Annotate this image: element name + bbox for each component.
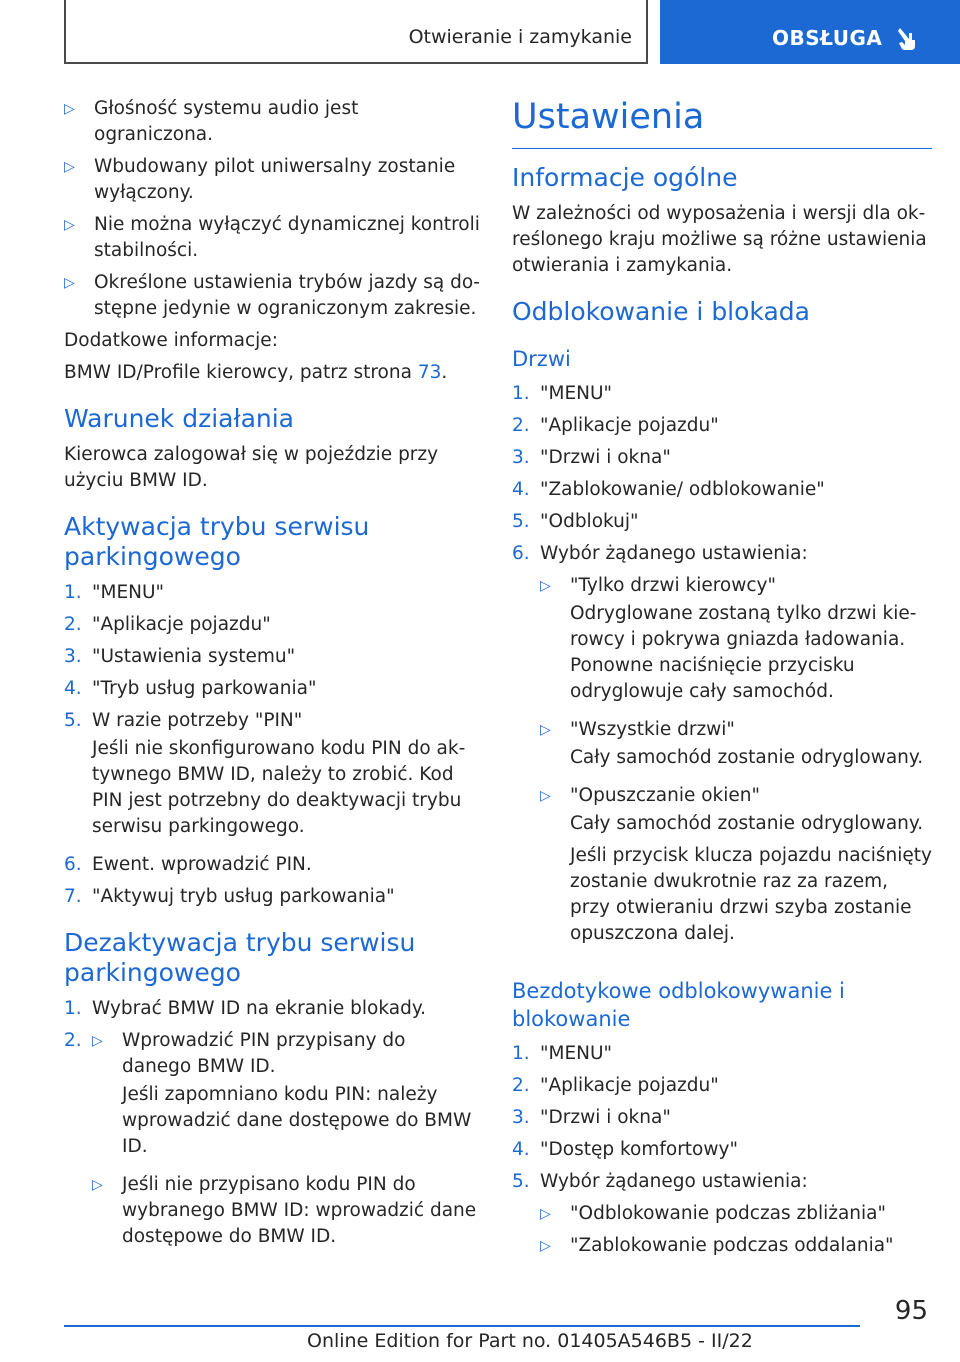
step-item: 7. "Aktywuj tryb usług parkowania" xyxy=(64,886,395,907)
step-item: 3. "Drzwi i okna" xyxy=(512,1107,671,1128)
triangle-bullet-icon: ▷ xyxy=(92,1033,103,1049)
triangle-bullet-icon: ▷ xyxy=(64,159,75,175)
step-item: 6. Wybór żądanego ustawienia: ▷ "Tylko drzwi kierowcy" Odryglowane zostaną tylko drzwi kierowcy i pokrywa gniazda ładowania. Ponowne naciśnięcie przycisku odryglowuje cały samochód. ▷ "Wszystkie drzwi" Cały samochód zostanie odryglowany. ▷ "Opuszczanie okien" Cały samochód zostanie odryglowany. Jeśli przycisk klucza pojazdu naciśnięty zostanie dwukrotnie raz za razem, przy otwieraniu drzwi szyba zostanie opuszczona dalej. xyxy=(512,541,932,959)
triangle-bullet-icon: ▷ xyxy=(64,101,75,117)
heading-dezaktywacja: Dezaktywacja trybu serwisu parkingowego xyxy=(64,928,416,987)
footer-edition: Online Edition for Part no. 01405A546B5 - II/22 xyxy=(307,1330,753,1352)
dezaktywacja-steps xyxy=(64,996,480,1256)
list-item: ▷ Wbudowany pilot uniwersalny zostanie wyłączony. xyxy=(64,154,480,206)
list-item: ▷ "Tylko drzwi kierowcy" Odryglowane zostaną tylko drzwi kierowcy i pokrywa gniazda ładowania. Ponowne naciśnięcie przycisku odryglowuje cały samochód. xyxy=(540,573,932,711)
triangle-bullet-icon: ▷ xyxy=(540,578,551,594)
step-item: 3. "Ustawienia systemu" xyxy=(64,646,296,667)
heading-odblokowanie: Odblokowanie i blokada xyxy=(512,297,810,326)
extra-info-text: BMW ID/Profile kierowcy, patrz strona 73. xyxy=(64,362,448,383)
triangle-bullet-icon: ▷ xyxy=(540,1206,551,1222)
header-chapter-tab xyxy=(660,0,960,64)
informacje-text: W zależności od wyposażenia i wersji dla określonego kraju możliwe są różne ustawienia otwierania i zamykania. xyxy=(512,203,927,276)
option-note: Cały samochód zostanie odryglowany. xyxy=(570,813,924,834)
step-item: 5. W razie potrzeby "PIN" Jeśli nie skonfigurowano kodu PIN do aktywnego BMW ID, należy to zrobić. Kod PIN jest potrzebny do deaktywacji trybu serwisu parkingowego. xyxy=(64,708,480,846)
heading-aktywacja: Aktywacja trybu serwisu parkingowego xyxy=(64,512,370,571)
heading-ustawienia: Ustawienia xyxy=(512,96,932,149)
right-column xyxy=(512,96,932,1271)
step-item: 5. "Odblokuj" xyxy=(512,511,639,532)
header-section-title: Otwieranie i zamykanie xyxy=(408,26,632,48)
step-item: 4. "Tryb usług parkowania" xyxy=(64,678,317,699)
option-note: Jeśli przycisk klucza pojazdu naciśnięty zostanie dwukrotnie raz za razem, przy otwieraniu drzwi szyba zostanie opuszczona dalej. xyxy=(570,845,932,944)
triangle-bullet-icon: ▷ xyxy=(64,275,75,291)
step-item: 2. "Aplikacje pojazdu" xyxy=(512,1075,719,1096)
heading-bezdotykowe: Bezdotykowe odblokowywanie i blokowanie xyxy=(512,979,845,1031)
extra-info-label: Dodatkowe informacje: xyxy=(64,330,278,351)
step-item: 2. "Aplikacje pojazdu" xyxy=(64,614,271,635)
list-item: ▷ "Wszystkie drzwi" Cały samochód zostanie odryglowany. xyxy=(540,717,932,777)
step-item: 1. "MENU" xyxy=(64,582,165,603)
step-note: Jeśli nie skonfigurowano kodu PIN do aktywnego BMW ID, należy to zrobić. Kod PIN jest potrzebny do deaktywacji trybu serwisu parkingowego. xyxy=(92,738,466,837)
drzwi-steps xyxy=(512,381,932,959)
step-item: 4. "Zablokowanie/ odblokowanie" xyxy=(512,479,825,500)
list-item: ▷ "Zablokowanie podczas oddalania" xyxy=(540,1233,932,1259)
triangle-bullet-icon: ▷ xyxy=(64,217,75,233)
heading-informacje: Informacje ogólne xyxy=(512,163,738,192)
warunek-text: Kierowca zalogował się w pojeździe przy użyciu BMW ID. xyxy=(64,444,439,491)
triangle-bullet-icon: ▷ xyxy=(540,722,551,738)
step-note: Jeśli zapomniano kodu PIN: należy wprowadzić dane dostępowe do BMW ID. xyxy=(122,1084,472,1157)
step-item: 2. ▷ Wprowadzić PIN przypisany do danego BMW ID. Jeśli zapomniano kodu PIN: należy wprowadzić dane dostępowe do BMW ID. ▷ Jeśli nie przypisano kodu PIN do wybranego BMW ID: wprowadzić dane dostępowe do BMW ID. xyxy=(64,1028,480,1256)
step-item: 1. Wybrać BMW ID na ekranie blokady. xyxy=(64,998,427,1019)
aktywacja-steps xyxy=(64,580,480,910)
chapter-label: OBSŁUGA xyxy=(772,26,883,50)
list-item: ▷ Wprowadzić PIN przypisany do danego BMW ID. Jeśli zapomniano kodu PIN: należy wprowadzić dane dostępowe do BMW ID. xyxy=(92,1028,480,1166)
step-item: 1. "MENU" xyxy=(512,1043,613,1064)
footer-divider xyxy=(64,1325,860,1327)
step-item: 6. Ewent. wprowadzić PIN. xyxy=(64,854,312,875)
step-item: 5. Wybór żądanego ustawienia: ▷ "Odblokowanie podczas zbliżania" ▷ "Zablokowanie podczas oddalania" xyxy=(512,1169,932,1265)
option-note: Cały samochód zostanie odryglowany. xyxy=(570,747,924,768)
step-item: 4. "Dostęp komfortowy" xyxy=(512,1139,738,1160)
page-number: 95 xyxy=(894,1296,928,1326)
list-item: ▷ Jeśli nie przypisano kodu PIN do wybranego BMW ID: wprowadzić dane dostępowe do BMW ID. xyxy=(92,1172,480,1250)
page-link[interactable]: 73 xyxy=(417,362,442,383)
heading-drzwi: Drzwi xyxy=(512,347,571,371)
list-item: ▷ "Opuszczanie okien" Cały samochód zostanie odryglowany. Jeśli przycisk klucza pojazdu naciśnięty zostanie dwukrotnie raz za razem, przy otwieraniu drzwi szyba zostanie opuszczona dalej. xyxy=(540,783,932,953)
heading-warunek: Warunek działania xyxy=(64,404,295,433)
triangle-bullet-icon: ▷ xyxy=(540,1238,551,1254)
step-item: 3. "Drzwi i okna" xyxy=(512,447,671,468)
list-item: ▷ Nie można wyłączyć dynamicznej kontroli stabilności. xyxy=(64,212,480,264)
triangle-bullet-icon: ▷ xyxy=(540,788,551,804)
list-item: ▷ Głośność systemu audio jest ograniczona. xyxy=(64,96,480,148)
option-note: Odryglowane zostaną tylko drzwi kierowcy i pokrywa gniazda ładowania. Ponowne naciśnięcie przycisku odryglowuje cały samochód. xyxy=(570,603,917,702)
left-column xyxy=(64,96,480,1262)
step-item: 1. "MENU" xyxy=(512,383,613,404)
list-item: ▷ Określone ustawienia trybów jazdy są dostępne jedynie w ograniczonym zakresie. xyxy=(64,270,480,322)
header-section-box xyxy=(64,0,648,64)
triangle-bullet-icon: ▷ xyxy=(92,1177,103,1193)
bezdotykowe-steps xyxy=(512,1041,932,1265)
step-item: 2. "Aplikacje pojazdu" xyxy=(512,415,719,436)
list-item: ▷ "Odblokowanie podczas zbliżania" xyxy=(540,1201,932,1227)
hand-pointer-icon xyxy=(896,26,920,56)
